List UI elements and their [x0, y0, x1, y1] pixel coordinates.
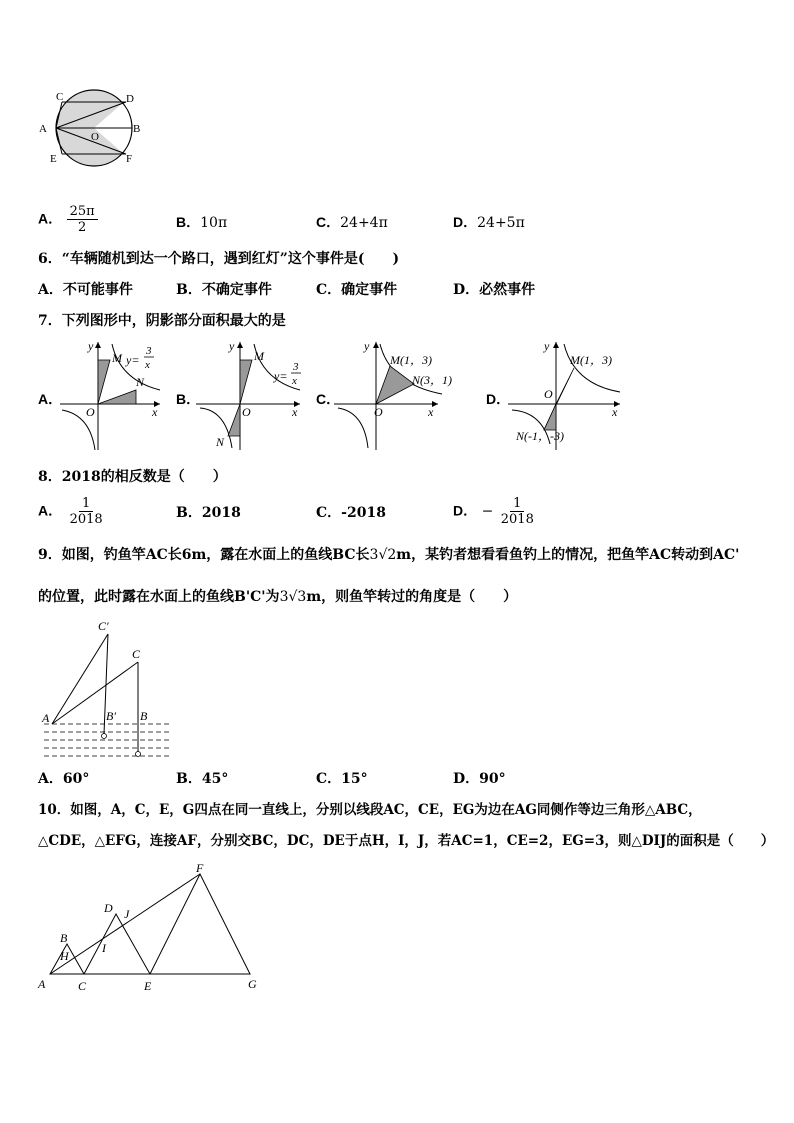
q7-graph-d [508, 340, 628, 450]
q9-label-Bp: B′ [106, 709, 116, 723]
fraction [67, 496, 106, 527]
q5-option-d[interactable] [453, 213, 525, 232]
q9-fishing-figure [36, 614, 176, 764]
fraction-numerator: 1 [510, 496, 524, 512]
q7c-y: y [364, 340, 370, 353]
option-label: A． [38, 210, 63, 227]
q10-line1: 10．如图，A，C，E，G四点在同一直线上，分别以线段AC，CE，EG为边在AG同侧作等边三角形△ABC， [38, 802, 702, 818]
q10-label-A: A [38, 977, 46, 991]
q7b-func-num: 3 [293, 361, 299, 373]
option-label: A． [38, 502, 63, 519]
option-label: C． [316, 505, 342, 521]
option-label: A． [38, 771, 63, 787]
q5-label-E: E [50, 153, 57, 165]
option-label: B． [176, 214, 201, 230]
option-label: B． [176, 282, 202, 298]
minus-sign: − [481, 503, 494, 520]
fraction-denominator: 2 [77, 220, 87, 235]
q5-label-F: F [126, 153, 133, 165]
q5-circle-figure [36, 88, 148, 168]
q9-label-A: A [42, 711, 50, 725]
q7-option-a-label[interactable]: A． [38, 391, 63, 407]
option-text: 2018 [201, 505, 241, 521]
q7d-y: y [544, 340, 550, 353]
q7a-M: M [112, 351, 122, 365]
q5-option-c[interactable] [316, 213, 388, 232]
q7d-M: M(1，3) [570, 353, 612, 367]
q9-line2-b: m，则鱼竿转过的角度是（ ） [306, 589, 518, 605]
q10-label-G: G [248, 977, 257, 991]
q7b-M: M [254, 349, 264, 363]
q7b-func-prefix: y= [274, 369, 288, 383]
q5-option-a[interactable] [38, 204, 98, 235]
q6-option-b[interactable] [176, 281, 272, 299]
q5-label-A: A [39, 123, 47, 135]
q7a-func-prefix: y= [126, 353, 140, 367]
option-label: B． [176, 505, 202, 521]
q7b-func-den: x [292, 375, 297, 387]
q8-stem: 8．2018的相反数是（ ） [38, 469, 227, 485]
q7-graph-c [334, 340, 464, 450]
q7b-y: y [229, 340, 235, 353]
q7-graph-b [196, 340, 306, 450]
q7a-N: N [136, 375, 145, 389]
q8-option-d[interactable] [453, 496, 537, 527]
option-label: C． [316, 214, 341, 230]
q6-option-c[interactable] [316, 281, 397, 299]
q5-label-O: O [91, 131, 99, 143]
q7c-N: N(3，1) [412, 373, 452, 387]
q10-label-J: J [124, 907, 130, 921]
q9-line1-a: 9．如图，钓鱼竿AC长6m，露在水面上的鱼线BC长 [38, 547, 370, 563]
q9-option-a[interactable] [38, 770, 89, 788]
q9-line2 [38, 588, 517, 606]
q9-label-Cp: C′ [98, 619, 109, 633]
option-label: D． [453, 771, 480, 787]
q8-option-a[interactable] [38, 496, 106, 527]
q7a-func-den: x [145, 359, 150, 371]
q7c-O: O [374, 405, 383, 419]
q7-option-c-label[interactable]: C． [316, 391, 341, 407]
q7a-O: O [86, 405, 95, 419]
q7c-x: x [428, 405, 434, 419]
q7a-y: y [88, 340, 94, 353]
q10-label-I: I [102, 941, 106, 955]
q9-line2-a: 的位置，此时露在水面上的鱼线B'C'为 [38, 589, 280, 605]
q5-option-b[interactable] [176, 213, 227, 232]
option-label: C． [316, 282, 342, 298]
option-text: -2018 [341, 505, 386, 521]
q10-label-D: D [104, 901, 113, 915]
option-text: 60° [62, 771, 90, 787]
fraction [67, 204, 98, 235]
q9-radical-1: 3√2 [369, 547, 397, 563]
option-text: 确定事件 [341, 282, 398, 298]
q5-label-D: D [126, 93, 134, 105]
option-text: 15° [341, 771, 368, 787]
q7-option-b-label[interactable]: B． [176, 391, 201, 407]
option-label: D． [453, 502, 478, 519]
fraction [498, 496, 537, 527]
option-text: 不确定事件 [201, 282, 272, 298]
q10-label-F: F [196, 861, 204, 875]
fraction-numerator: 1 [79, 496, 93, 512]
q9-line1-b: m，某钓者想看看鱼钓上的情况，把鱼竿AC转动到AC' [396, 547, 740, 563]
q8-option-c[interactable] [316, 504, 386, 522]
q6-option-d[interactable] [453, 281, 535, 299]
fraction-numerator: 25π [67, 204, 98, 220]
option-label: C． [316, 771, 342, 787]
option-text: 90° [479, 771, 506, 787]
q5-label-B: B [133, 123, 141, 135]
q7a-func-num: 3 [146, 345, 152, 357]
q7d-N: N(-1，-3) [516, 429, 564, 443]
q10-triangles-figure [36, 858, 266, 998]
q7d-x: x [612, 405, 618, 419]
q7-graph-a [60, 340, 170, 450]
q9-option-d[interactable] [453, 770, 506, 788]
q9-label-B: B [140, 709, 148, 723]
q10-label-C: C [78, 979, 87, 993]
option-label: A． [38, 282, 63, 298]
q9-option-c[interactable] [316, 770, 368, 788]
q7d-O: O [544, 387, 553, 401]
q7b-x: x [292, 405, 298, 419]
fraction-denominator: 2018 [500, 512, 534, 527]
q9-line1 [38, 546, 739, 564]
q10-label-E: E [144, 979, 152, 993]
q5-label-C: C [56, 91, 64, 103]
q6-option-a[interactable] [38, 281, 133, 299]
option-label: B． [176, 771, 202, 787]
option-label: D． [453, 214, 478, 230]
option-text: 45° [201, 771, 229, 787]
q9-label-C: C [132, 647, 141, 661]
q10-label-B: B [60, 931, 68, 945]
option-text: 24+4π [340, 215, 388, 231]
q7a-x: x [152, 405, 158, 419]
option-text: 24+5π [477, 215, 525, 231]
q10-label-H: H [60, 949, 69, 963]
option-text: 10π [200, 215, 228, 231]
q8-option-b[interactable] [176, 504, 241, 522]
q7c-M: M(1，3) [390, 353, 432, 367]
fraction-denominator: 2018 [69, 512, 103, 527]
q7-option-d-label[interactable]: D． [486, 391, 511, 407]
q9-option-b[interactable] [176, 770, 228, 788]
q7b-N: N [216, 435, 225, 449]
q7b-O: O [242, 405, 251, 419]
option-label: D． [453, 282, 480, 298]
option-text: 不可能事件 [62, 282, 133, 298]
q6-stem: 6．“车辆随机到达一个路口，遇到红灯”这个事件是( ) [38, 251, 400, 267]
option-text: 必然事件 [479, 282, 536, 298]
q7-stem: 7．下列图形中，阴影部分面积最大的是 [38, 313, 286, 329]
q9-radical-2: 3√3 [279, 589, 307, 605]
q10-line2: △CDE，△EFG，连接AF，分别交BC，DC，DE于点H，I，J，若AC=1，CE=2，EG=3，则△DIJ的面积是（ ） [38, 833, 775, 849]
